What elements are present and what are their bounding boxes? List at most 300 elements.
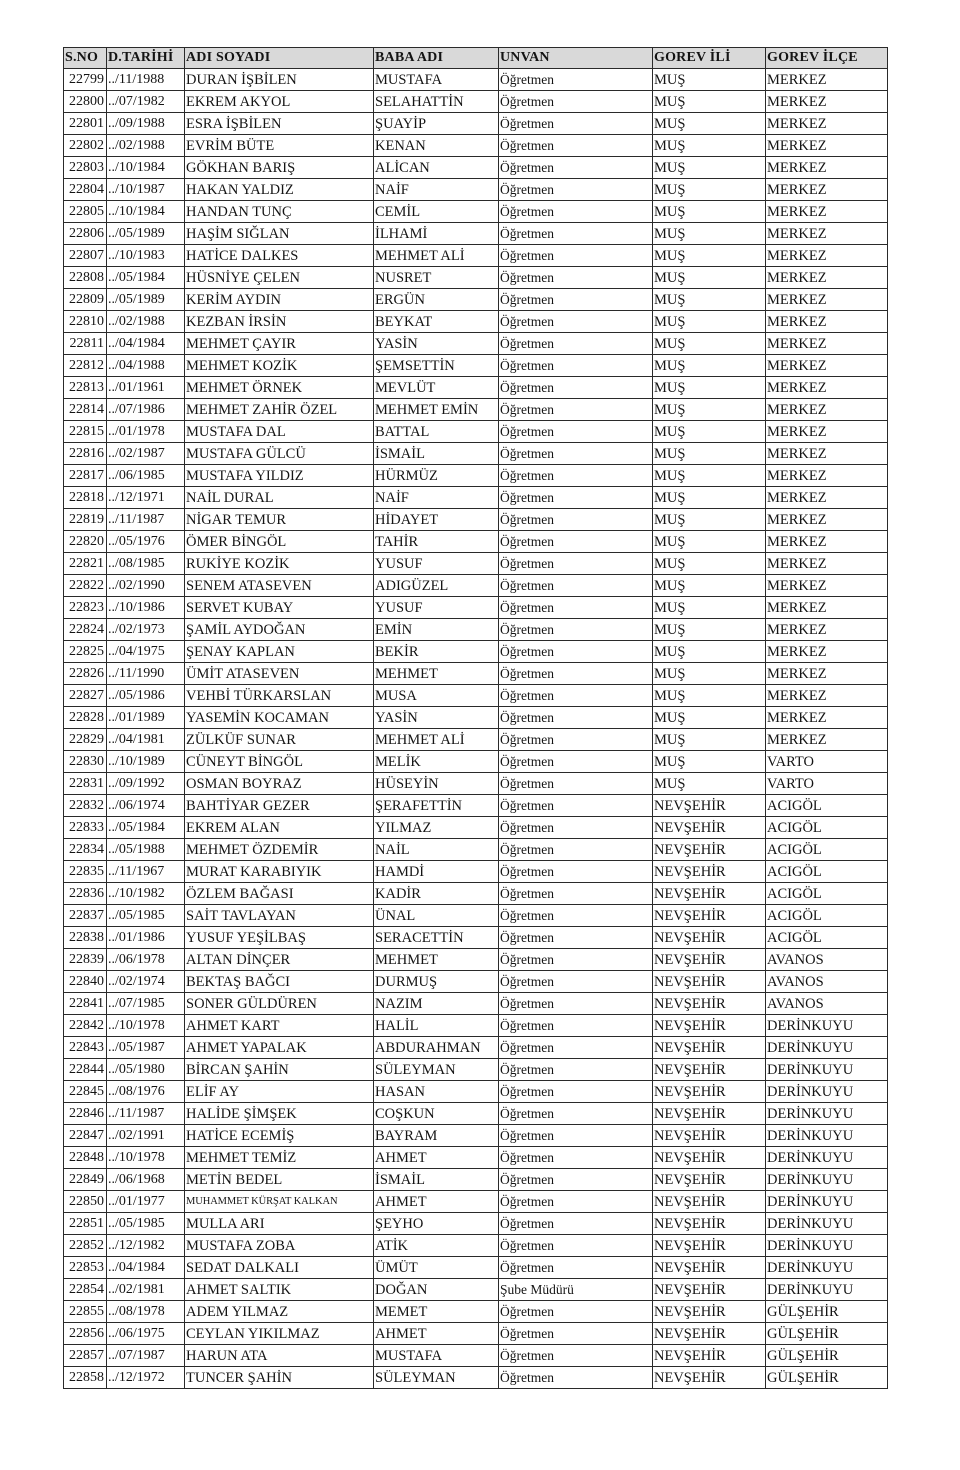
header-district: GOREV İLÇE xyxy=(766,48,888,69)
cell-district: MERKEZ xyxy=(766,509,888,531)
cell-district: ACIGÖL xyxy=(766,927,888,949)
cell-district: DERİNKUYU xyxy=(766,1235,888,1257)
cell-father-name: BAYRAM xyxy=(374,1125,499,1147)
cell-province: NEVŞEHİR xyxy=(653,1059,766,1081)
table-row xyxy=(64,311,888,333)
table-row xyxy=(64,839,888,861)
cell-district: ACIGÖL xyxy=(766,817,888,839)
cell-province: NEVŞEHİR xyxy=(653,817,766,839)
cell-district: AVANOS xyxy=(766,971,888,993)
cell-title: Öğretmen xyxy=(499,179,653,201)
cell-sno: 22851 xyxy=(64,1213,107,1235)
cell-full-name: SAİT TAVLAYAN xyxy=(185,905,374,927)
cell-sno: 22809 xyxy=(64,289,107,311)
cell-birth-date: ../07/1987 xyxy=(107,1345,185,1367)
cell-sno: 22843 xyxy=(64,1037,107,1059)
cell-full-name: SONER GÜLDÜREN xyxy=(185,993,374,1015)
cell-father-name: MUSA xyxy=(374,685,499,707)
cell-full-name: ESRA İŞBİLEN xyxy=(185,113,374,135)
cell-district: ACIGÖL xyxy=(766,883,888,905)
cell-birth-date: ../05/1985 xyxy=(107,1213,185,1235)
cell-father-name: İSMAİL xyxy=(374,1169,499,1191)
cell-father-name: NAZIM xyxy=(374,993,499,1015)
cell-title: Öğretmen xyxy=(499,1059,653,1081)
cell-district: MERKEZ xyxy=(766,69,888,91)
cell-title: Öğretmen xyxy=(499,245,653,267)
cell-district: GÜLŞEHİR xyxy=(766,1367,888,1389)
cell-province: MUŞ xyxy=(653,333,766,355)
cell-district: ACIGÖL xyxy=(766,861,888,883)
cell-full-name: KERİM AYDIN xyxy=(185,289,374,311)
cell-father-name: ŞEMSETTİN xyxy=(374,355,499,377)
table-row xyxy=(64,509,888,531)
cell-full-name: ZÜLKÜF SUNAR xyxy=(185,729,374,751)
cell-province: MUŞ xyxy=(653,597,766,619)
cell-full-name: MEHMET ÖZDEMİR xyxy=(185,839,374,861)
cell-sno: 22852 xyxy=(64,1235,107,1257)
cell-full-name: METİN BEDEL xyxy=(185,1169,374,1191)
cell-birth-date: ../05/1976 xyxy=(107,531,185,553)
cell-district: DERİNKUYU xyxy=(766,1103,888,1125)
table-row xyxy=(64,949,888,971)
table-row xyxy=(64,421,888,443)
header-sno: S.NO xyxy=(64,48,107,69)
cell-birth-date: ../08/1978 xyxy=(107,1301,185,1323)
cell-father-name: MUSTAFA xyxy=(374,1345,499,1367)
cell-full-name: ÜMİT ATASEVEN xyxy=(185,663,374,685)
cell-full-name: MUSTAFA YILDIZ xyxy=(185,465,374,487)
cell-father-name: YUSUF xyxy=(374,553,499,575)
table-row xyxy=(64,1279,888,1301)
cell-full-name: BEKTAŞ BAĞCI xyxy=(185,971,374,993)
table-row xyxy=(64,1037,888,1059)
cell-birth-date: ../10/1983 xyxy=(107,245,185,267)
cell-district: MERKEZ xyxy=(766,289,888,311)
cell-father-name: MEMET xyxy=(374,1301,499,1323)
cell-birth-date: ../05/1988 xyxy=(107,839,185,861)
cell-full-name: EKREM ALAN xyxy=(185,817,374,839)
cell-full-name: BİRCAN ŞAHİN xyxy=(185,1059,374,1081)
table-row xyxy=(64,597,888,619)
cell-province: NEVŞEHİR xyxy=(653,861,766,883)
cell-birth-date: ../05/1985 xyxy=(107,905,185,927)
cell-province: MUŞ xyxy=(653,509,766,531)
cell-birth-date: ../05/1984 xyxy=(107,817,185,839)
cell-district: MERKEZ xyxy=(766,157,888,179)
cell-title: Öğretmen xyxy=(499,289,653,311)
cell-province: NEVŞEHİR xyxy=(653,1147,766,1169)
cell-district: MERKEZ xyxy=(766,707,888,729)
table-row xyxy=(64,289,888,311)
cell-full-name: MULLA ARI xyxy=(185,1213,374,1235)
cell-sno: 22802 xyxy=(64,135,107,157)
cell-sno: 22840 xyxy=(64,971,107,993)
cell-birth-date: ../02/1987 xyxy=(107,443,185,465)
cell-sno: 22849 xyxy=(64,1169,107,1191)
cell-province: NEVŞEHİR xyxy=(653,1279,766,1301)
cell-title: Öğretmen xyxy=(499,619,653,641)
cell-full-name: EVRİM BÜTE xyxy=(185,135,374,157)
cell-province: MUŞ xyxy=(653,113,766,135)
cell-sno: 22848 xyxy=(64,1147,107,1169)
cell-district: MERKEZ xyxy=(766,333,888,355)
table-body xyxy=(64,69,888,1389)
cell-full-name: CEYLAN YIKILMAZ xyxy=(185,1323,374,1345)
cell-title: Öğretmen xyxy=(499,1169,653,1191)
cell-full-name: ÖMER BİNGÖL xyxy=(185,531,374,553)
cell-full-name: MEHMET ZAHİR ÖZEL xyxy=(185,399,374,421)
cell-title: Öğretmen xyxy=(499,839,653,861)
table-row xyxy=(64,1191,888,1213)
cell-sno: 22799 xyxy=(64,69,107,91)
header-father-name: BABA ADI xyxy=(374,48,499,69)
cell-district: ACIGÖL xyxy=(766,795,888,817)
cell-title: Öğretmen xyxy=(499,223,653,245)
cell-full-name: HARUN ATA xyxy=(185,1345,374,1367)
cell-full-name: HALİDE ŞİMŞEK xyxy=(185,1103,374,1125)
cell-sno: 22845 xyxy=(64,1081,107,1103)
cell-father-name: KENAN xyxy=(374,135,499,157)
cell-title: Öğretmen xyxy=(499,751,653,773)
cell-father-name: ŞUAYİP xyxy=(374,113,499,135)
cell-district: ACIGÖL xyxy=(766,839,888,861)
cell-title: Öğretmen xyxy=(499,1081,653,1103)
cell-father-name: ATİK xyxy=(374,1235,499,1257)
cell-district: DERİNKUYU xyxy=(766,1037,888,1059)
cell-province: MUŞ xyxy=(653,267,766,289)
cell-full-name: RUKİYE KOZİK xyxy=(185,553,374,575)
cell-district: MERKEZ xyxy=(766,443,888,465)
cell-full-name: SERVET KUBAY xyxy=(185,597,374,619)
cell-full-name: MUSTAFA ZOBA xyxy=(185,1235,374,1257)
cell-sno: 22811 xyxy=(64,333,107,355)
cell-birth-date: ../10/1986 xyxy=(107,597,185,619)
table-row xyxy=(64,993,888,1015)
cell-title: Öğretmen xyxy=(499,1257,653,1279)
cell-birth-date: ../01/1978 xyxy=(107,421,185,443)
cell-birth-date: ../07/1986 xyxy=(107,399,185,421)
cell-sno: 22841 xyxy=(64,993,107,1015)
cell-father-name: MUSTAFA xyxy=(374,69,499,91)
cell-sno: 22855 xyxy=(64,1301,107,1323)
table-row xyxy=(64,1125,888,1147)
cell-father-name: MEHMET xyxy=(374,663,499,685)
cell-province: NEVŞEHİR xyxy=(653,1345,766,1367)
cell-title: Öğretmen xyxy=(499,927,653,949)
cell-birth-date: ../10/1982 xyxy=(107,883,185,905)
cell-province: NEVŞEHİR xyxy=(653,927,766,949)
cell-sno: 22827 xyxy=(64,685,107,707)
cell-full-name: NİGAR TEMUR xyxy=(185,509,374,531)
cell-father-name: ADIGÜZEL xyxy=(374,575,499,597)
cell-sno: 22835 xyxy=(64,861,107,883)
cell-sno: 22815 xyxy=(64,421,107,443)
cell-district: MERKEZ xyxy=(766,399,888,421)
cell-district: DERİNKUYU xyxy=(766,1125,888,1147)
cell-birth-date: ../06/1974 xyxy=(107,795,185,817)
cell-sno: 22805 xyxy=(64,201,107,223)
table-row xyxy=(64,245,888,267)
cell-birth-date: ../12/1982 xyxy=(107,1235,185,1257)
cell-birth-date: ../11/1990 xyxy=(107,663,185,685)
cell-province: MUŞ xyxy=(653,399,766,421)
cell-sno: 22833 xyxy=(64,817,107,839)
cell-title: Öğretmen xyxy=(499,685,653,707)
cell-birth-date: ../10/1978 xyxy=(107,1015,185,1037)
table-row xyxy=(64,1323,888,1345)
cell-birth-date: ../11/1988 xyxy=(107,69,185,91)
cell-birth-date: ../07/1982 xyxy=(107,91,185,113)
cell-full-name: AHMET KART xyxy=(185,1015,374,1037)
cell-father-name: AHMET xyxy=(374,1323,499,1345)
cell-father-name: TAHİR xyxy=(374,531,499,553)
cell-district: MERKEZ xyxy=(766,201,888,223)
table-row xyxy=(64,355,888,377)
cell-full-name: NAİL DURAL xyxy=(185,487,374,509)
cell-province: MUŞ xyxy=(653,135,766,157)
cell-district: MERKEZ xyxy=(766,377,888,399)
cell-district: MERKEZ xyxy=(766,355,888,377)
cell-full-name: HAŞİM SIĞLAN xyxy=(185,223,374,245)
cell-province: MUŞ xyxy=(653,289,766,311)
cell-province: NEVŞEHİR xyxy=(653,1125,766,1147)
cell-birth-date: ../02/1981 xyxy=(107,1279,185,1301)
cell-province: MUŞ xyxy=(653,685,766,707)
cell-father-name: BEKİR xyxy=(374,641,499,663)
cell-sno: 22822 xyxy=(64,575,107,597)
cell-full-name: MEHMET TEMİZ xyxy=(185,1147,374,1169)
cell-district: ACIGÖL xyxy=(766,905,888,927)
cell-title: Öğretmen xyxy=(499,949,653,971)
cell-title: Öğretmen xyxy=(499,729,653,751)
table-row xyxy=(64,1103,888,1125)
cell-sno: 22844 xyxy=(64,1059,107,1081)
cell-birth-date: ../02/1991 xyxy=(107,1125,185,1147)
table-row xyxy=(64,223,888,245)
cell-title: Öğretmen xyxy=(499,69,653,91)
cell-full-name: MUSTAFA DAL xyxy=(185,421,374,443)
cell-sno: 22832 xyxy=(64,795,107,817)
cell-title: Öğretmen xyxy=(499,971,653,993)
cell-father-name: COŞKUN xyxy=(374,1103,499,1125)
cell-sno: 22819 xyxy=(64,509,107,531)
table-row xyxy=(64,487,888,509)
cell-title: Öğretmen xyxy=(499,135,653,157)
cell-title: Öğretmen xyxy=(499,1037,653,1059)
cell-sno: 22803 xyxy=(64,157,107,179)
cell-province: MUŞ xyxy=(653,355,766,377)
cell-full-name: HÜSNİYE ÇELEN xyxy=(185,267,374,289)
cell-birth-date: ../02/1988 xyxy=(107,135,185,157)
cell-father-name: NAİL xyxy=(374,839,499,861)
cell-district: VARTO xyxy=(766,751,888,773)
cell-sno: 22800 xyxy=(64,91,107,113)
cell-father-name: DURMUŞ xyxy=(374,971,499,993)
personnel-table xyxy=(63,47,888,1389)
cell-district: MERKEZ xyxy=(766,619,888,641)
cell-full-name: SEDAT DALKALI xyxy=(185,1257,374,1279)
table-header-row xyxy=(64,48,888,69)
cell-father-name: ÜNAL xyxy=(374,905,499,927)
cell-father-name: MEHMET ALİ xyxy=(374,245,499,267)
cell-father-name: HAMDİ xyxy=(374,861,499,883)
table-row xyxy=(64,905,888,927)
cell-father-name: SÜLEYMAN xyxy=(374,1367,499,1389)
table-row xyxy=(64,377,888,399)
cell-father-name: HÜSEYİN xyxy=(374,773,499,795)
cell-sno: 22814 xyxy=(64,399,107,421)
table-row xyxy=(64,267,888,289)
cell-title: Öğretmen xyxy=(499,575,653,597)
cell-province: MUŞ xyxy=(653,465,766,487)
cell-birth-date: ../12/1971 xyxy=(107,487,185,509)
cell-district: MERKEZ xyxy=(766,223,888,245)
cell-province: MUŞ xyxy=(653,421,766,443)
cell-father-name: ŞERAFETTİN xyxy=(374,795,499,817)
cell-province: MUŞ xyxy=(653,487,766,509)
cell-province: NEVŞEHİR xyxy=(653,971,766,993)
cell-province: MUŞ xyxy=(653,443,766,465)
cell-full-name: AHMET SALTIK xyxy=(185,1279,374,1301)
cell-district: MERKEZ xyxy=(766,553,888,575)
cell-sno: 22837 xyxy=(64,905,107,927)
cell-birth-date: ../12/1972 xyxy=(107,1367,185,1389)
cell-father-name: İSMAİL xyxy=(374,443,499,465)
cell-district: AVANOS xyxy=(766,993,888,1015)
cell-province: MUŞ xyxy=(653,575,766,597)
cell-sno: 22834 xyxy=(64,839,107,861)
cell-sno: 22838 xyxy=(64,927,107,949)
cell-province: MUŞ xyxy=(653,377,766,399)
cell-sno: 22820 xyxy=(64,531,107,553)
cell-birth-date: ../05/1989 xyxy=(107,289,185,311)
cell-birth-date: ../10/1989 xyxy=(107,751,185,773)
cell-province: MUŞ xyxy=(653,663,766,685)
cell-sno: 22847 xyxy=(64,1125,107,1147)
cell-district: MERKEZ xyxy=(766,531,888,553)
cell-district: GÜLŞEHİR xyxy=(766,1345,888,1367)
cell-birth-date: ../08/1985 xyxy=(107,553,185,575)
cell-birth-date: ../07/1985 xyxy=(107,993,185,1015)
cell-district: MERKEZ xyxy=(766,575,888,597)
cell-sno: 22831 xyxy=(64,773,107,795)
cell-title: Öğretmen xyxy=(499,553,653,575)
cell-province: MUŞ xyxy=(653,773,766,795)
cell-title: Öğretmen xyxy=(499,443,653,465)
cell-father-name: ERGÜN xyxy=(374,289,499,311)
cell-province: NEVŞEHİR xyxy=(653,1081,766,1103)
cell-full-name: MUSTAFA GÜLCÜ xyxy=(185,443,374,465)
cell-sno: 22823 xyxy=(64,597,107,619)
cell-birth-date: ../01/1986 xyxy=(107,927,185,949)
cell-full-name: ŞAMİL AYDOĞAN xyxy=(185,619,374,641)
cell-full-name: HATİCE DALKES xyxy=(185,245,374,267)
cell-sno: 22829 xyxy=(64,729,107,751)
cell-title: Öğretmen xyxy=(499,883,653,905)
cell-father-name: SERACETTİN xyxy=(374,927,499,949)
cell-birth-date: ../06/1968 xyxy=(107,1169,185,1191)
cell-title: Öğretmen xyxy=(499,531,653,553)
cell-title: Öğretmen xyxy=(499,201,653,223)
cell-full-name: CÜNEYT BİNGÖL xyxy=(185,751,374,773)
cell-birth-date: ../05/1980 xyxy=(107,1059,185,1081)
cell-title: Öğretmen xyxy=(499,113,653,135)
cell-district: AVANOS xyxy=(766,949,888,971)
cell-birth-date: ../05/1986 xyxy=(107,685,185,707)
cell-title: Öğretmen xyxy=(499,91,653,113)
cell-birth-date: ../04/1975 xyxy=(107,641,185,663)
cell-title: Öğretmen xyxy=(499,773,653,795)
cell-title: Öğretmen xyxy=(499,333,653,355)
cell-province: NEVŞEHİR xyxy=(653,1257,766,1279)
cell-sno: 22810 xyxy=(64,311,107,333)
cell-birth-date: ../10/1987 xyxy=(107,179,185,201)
cell-sno: 22836 xyxy=(64,883,107,905)
cell-father-name: MEVLÜT xyxy=(374,377,499,399)
cell-province: NEVŞEHİR xyxy=(653,905,766,927)
cell-father-name: ÜMÜT xyxy=(374,1257,499,1279)
table-row xyxy=(64,1015,888,1037)
cell-title: Öğretmen xyxy=(499,1213,653,1235)
cell-district: MERKEZ xyxy=(766,641,888,663)
cell-province: MUŞ xyxy=(653,641,766,663)
table-row xyxy=(64,135,888,157)
cell-title: Öğretmen xyxy=(499,421,653,443)
cell-full-name: MEHMET ÇAYIR xyxy=(185,333,374,355)
cell-full-name: ELİF AY xyxy=(185,1081,374,1103)
cell-title: Öğretmen xyxy=(499,465,653,487)
cell-province: MUŞ xyxy=(653,311,766,333)
header-full-name: ADI SOYADI xyxy=(185,48,374,69)
cell-full-name: ALTAN DİNÇER xyxy=(185,949,374,971)
cell-full-name: HAKAN YALDIZ xyxy=(185,179,374,201)
cell-title: Öğretmen xyxy=(499,267,653,289)
header-province: GOREV İLİ xyxy=(653,48,766,69)
cell-father-name: ABDURAHMAN xyxy=(374,1037,499,1059)
cell-title: Öğretmen xyxy=(499,509,653,531)
cell-sno: 22804 xyxy=(64,179,107,201)
cell-district: GÜLŞEHİR xyxy=(766,1323,888,1345)
table-row xyxy=(64,883,888,905)
cell-father-name: YASİN xyxy=(374,707,499,729)
table-row xyxy=(64,91,888,113)
cell-district: MERKEZ xyxy=(766,685,888,707)
cell-province: NEVŞEHİR xyxy=(653,1191,766,1213)
cell-province: MUŞ xyxy=(653,201,766,223)
cell-sno: 22801 xyxy=(64,113,107,135)
cell-father-name: HALİL xyxy=(374,1015,499,1037)
cell-district: MERKEZ xyxy=(766,245,888,267)
table-row xyxy=(64,619,888,641)
cell-title: Öğretmen xyxy=(499,817,653,839)
cell-title: Öğretmen xyxy=(499,795,653,817)
cell-birth-date: ../06/1975 xyxy=(107,1323,185,1345)
cell-sno: 22821 xyxy=(64,553,107,575)
cell-province: NEVŞEHİR xyxy=(653,1015,766,1037)
cell-birth-date: ../06/1985 xyxy=(107,465,185,487)
cell-sno: 22818 xyxy=(64,487,107,509)
cell-district: DERİNKUYU xyxy=(766,1213,888,1235)
table-row xyxy=(64,773,888,795)
table-row xyxy=(64,531,888,553)
cell-father-name: ALİCAN xyxy=(374,157,499,179)
cell-father-name: DOĞAN xyxy=(374,1279,499,1301)
cell-sno: 22857 xyxy=(64,1345,107,1367)
cell-sno: 22808 xyxy=(64,267,107,289)
table-row xyxy=(64,1301,888,1323)
table-row xyxy=(64,927,888,949)
cell-full-name: MEHMET KOZİK xyxy=(185,355,374,377)
